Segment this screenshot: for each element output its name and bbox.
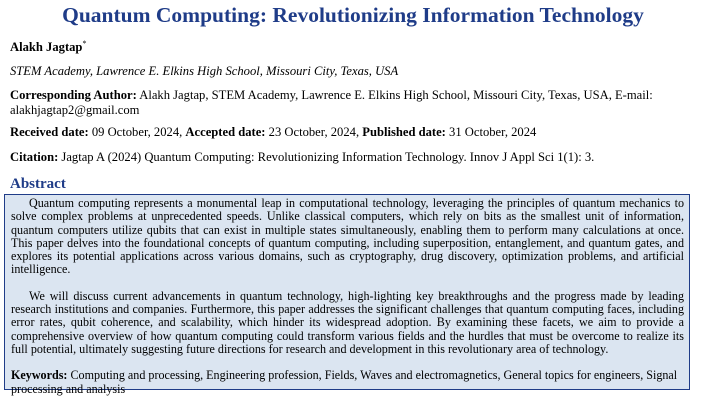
dates-line <box>10 125 536 140</box>
corresponding-text: Alakh Jagtap, STEM Academy, Lawrence E. Elkins High School, Missouri City, Texas, USA, E-mail: alakhjagtap2@gmail.com <box>10 88 653 117</box>
author-line <box>10 40 86 55</box>
citation-text: Jagtap A (2024) Quantum Computing: Revolutionizing Information Technology. Innov J Appl Sci 1(1): 3. <box>58 150 595 164</box>
citation-label: Citation: <box>10 150 59 164</box>
abstract-heading: Abstract <box>10 176 66 192</box>
keywords-text: Computing and processing, Engineering profession, Fields, Waves and electromagnetics, General topics for engineers, Signal processing and analysis <box>11 368 678 396</box>
author-name: Alakh Jagtap <box>10 40 83 54</box>
received-label: Received date: <box>10 125 89 139</box>
paper-title: Quantum Computing: Revolutionizing Information Technology <box>62 3 644 27</box>
abstract-box <box>4 194 690 396</box>
abstract-paragraph-1: Quantum computing represents a monumental leap in computational technology, leveraging the principles of quantum mechanics to solve complex problems at unprecedented speeds. Unlike classical computers, which rely on bits as the smallest unit of information, quantum computers utilize qubits that can exist in multiple states simultaneously, enabling them to perform many calculations at once. This paper delves into the foundational concepts of quantum computing, including superposition, entanglement, and quantum gates, and explores its potential applications across various domains, such as cryptography, drug discovery, optimization problems, and artificial intelligence. <box>11 196 684 277</box>
corresponding-label: Corresponding Author: <box>10 88 137 102</box>
keywords-label: Keywords: <box>11 368 68 383</box>
accepted-date: 23 October, 2024, <box>265 125 363 139</box>
corresponding-author <box>10 88 700 118</box>
received-date: 09 October, 2024, <box>88 125 186 139</box>
accepted-label: Accepted date: <box>185 125 266 139</box>
published-date: 31 October, 2024 <box>445 125 537 139</box>
citation-line <box>10 150 594 165</box>
abstract-paragraph-2: We will discuss current advancements in quantum technology, high-lighting key breakthroughs and the progress made by leading research institutions and companies. Furthermore, this paper addresses the significant challenges that quantum computing faces, including error rates, qubit coherence, and scalability, which hinder its widespread adoption. By examining these facets, we aim to provide a comprehensive overview of how quantum computing could transform various fields and the hurdles that must be overcome to realize its full potential, ultimately suggesting future directions for research and development in this revolutionary area of technology. <box>11 288 684 356</box>
author-marker: * <box>82 38 87 48</box>
keywords <box>11 369 684 396</box>
published-label: Published date: <box>362 125 446 139</box>
affiliation: STEM Academy, Lawrence E. Elkins High School, Missouri City, Texas, USA <box>10 64 399 78</box>
